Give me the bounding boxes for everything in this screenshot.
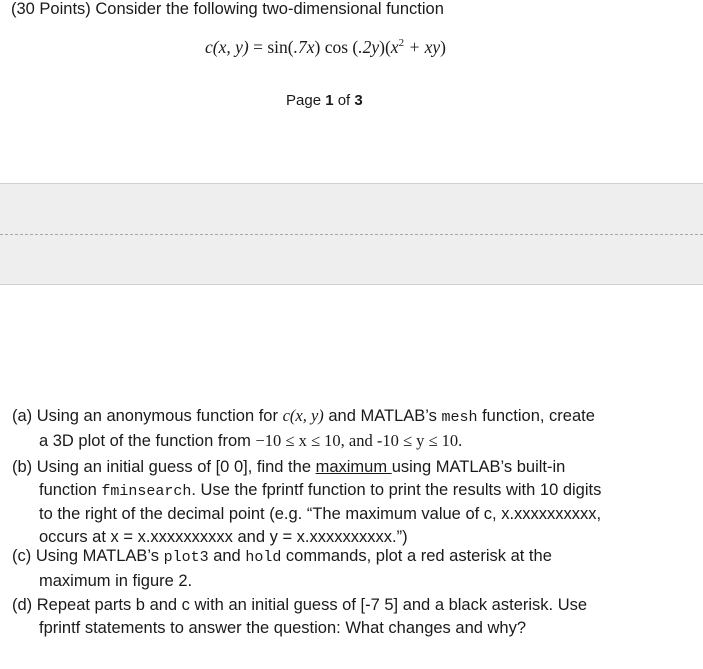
equation-cos-arg: .2y (358, 37, 380, 57)
equation-sin-close: ) (314, 37, 321, 57)
equation-sin: sin( (267, 37, 294, 57)
part-d-line-2: fprintf statements to answer the question: What changes and why? (39, 618, 527, 637)
page-current: 1 (325, 92, 334, 109)
part-b-line-4: occurs at x = x.xxxxxxxxxx and y = x.xxxxxxxxxx.”) (39, 527, 408, 546)
equation-cos: cos ( (320, 37, 359, 57)
part-a-line-2 (12, 430, 692, 453)
part-b-code-fminsearch: fminsearch (101, 482, 192, 500)
function-equation (205, 37, 446, 58)
equation-cos-close: )( (379, 37, 391, 57)
equation-sin-arg: .7x (293, 37, 315, 57)
part-b-line-2 (12, 479, 692, 504)
page-indicator (286, 92, 363, 109)
part-c-text-1: (c) Using MATLAB’s (12, 547, 164, 565)
page-total: 3 (354, 92, 363, 109)
problem-heading: (30 Points) Consider the following two-dimensional function (11, 0, 444, 18)
page-break-line (0, 234, 703, 235)
part-c (12, 545, 692, 592)
part-b-text-3: function (39, 480, 102, 499)
part-c-code-plot3: plot3 (163, 549, 209, 566)
equation-lhs: c(x, y) (205, 37, 249, 57)
part-a (12, 405, 692, 452)
page-of: of (333, 92, 355, 109)
part-c-line-2: maximum in figure 2. (39, 571, 193, 590)
part-a-text-2: and MATLAB’s (323, 407, 442, 425)
part-a-line-1 (12, 405, 692, 430)
part-c-text-3: commands, plot a red asterisk at the (281, 547, 552, 565)
equation-exponent: 2 (398, 37, 405, 50)
part-a-math-1: c(x, y) (282, 406, 324, 425)
part-d (12, 594, 692, 639)
part-d-line-1: (d) Repeat parts b and c with an initial guess of [-7 5] and a black asterisk. Use (12, 596, 588, 614)
part-c-code-hold: hold (245, 549, 282, 566)
part-b-line-3: to the right of the decimal point (e.g. “The maximum value of c, x.xxxxxxxxxx, (39, 505, 602, 523)
part-c-text-2: and (208, 547, 246, 565)
page-prefix: Page (286, 92, 326, 109)
part-a-text-3: function, create (477, 407, 595, 425)
part-a-code-mesh: mesh (441, 409, 478, 426)
part-b-line-1 (12, 456, 692, 479)
page-separator (0, 183, 703, 285)
part-b (12, 456, 692, 548)
part-a-text-1: (a) Using an anonymous function for (12, 407, 283, 425)
part-a-text-4: a 3D plot of the function from (39, 431, 256, 450)
part-a-math-range: −10 ≤ x ≤ 10, and -10 ≤ y ≤ 10. (255, 430, 463, 450)
part-b-text-1: (b) Using an initial guess of [0 0], find the (12, 458, 316, 476)
part-b-text-4: . Use the fprintf function to print the results with 10 digits (191, 480, 602, 499)
part-b-text-2: using MATLAB’s built-in (391, 458, 566, 476)
equation-poly-rest: + xy (404, 37, 441, 57)
equation-poly-close: ) (440, 37, 446, 57)
equation-equals: = (248, 37, 268, 57)
part-b-underlined-maximum: maximum (315, 458, 392, 476)
equation-poly-x: x (390, 37, 399, 57)
part-c-line-1 (12, 545, 692, 570)
